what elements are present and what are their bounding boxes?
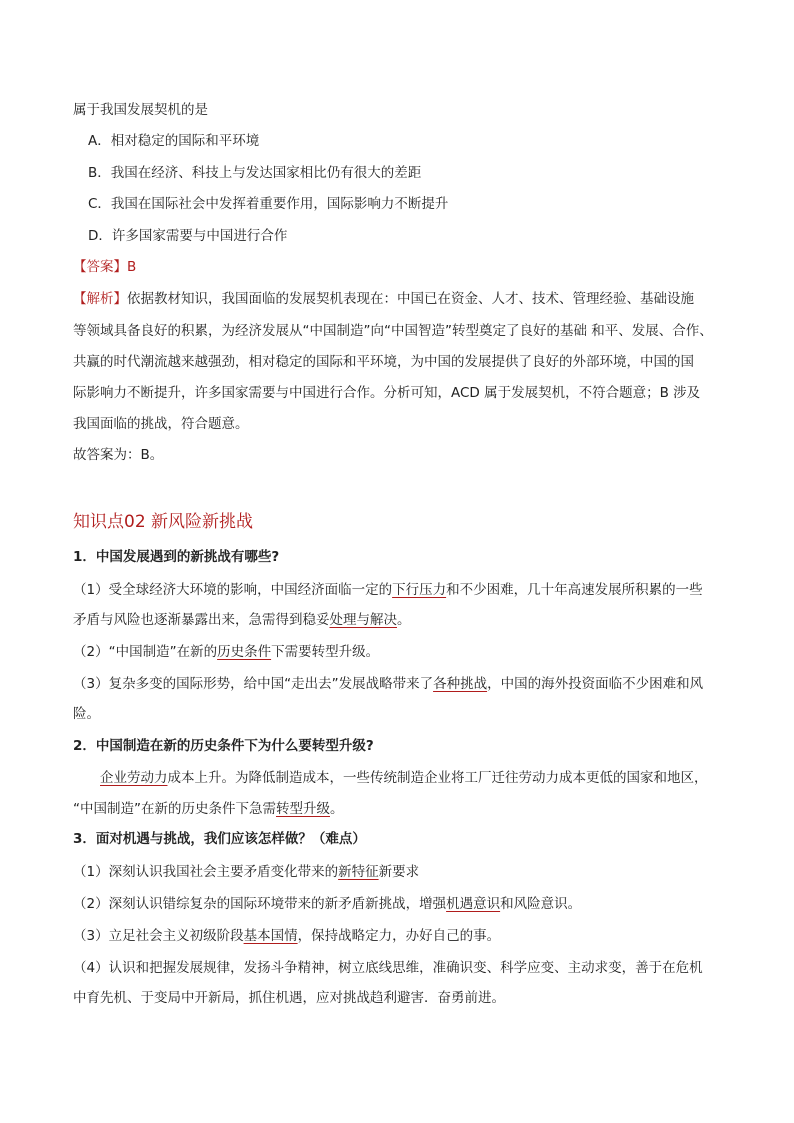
text: 和风险意识。 — [500, 896, 582, 912]
q3-p4-line2: 中育先机、于变局中开新局，抓住机遇，应对挑战趋利避害．奋勇前进。 — [73, 990, 505, 1006]
q2-line2 — [73, 799, 723, 819]
text: （3）复杂多变的国际形势，给中国“走出去”发展战略带来了 — [73, 676, 434, 692]
keyword-jiyu: 机遇意识 — [446, 896, 501, 912]
keyword-xiaxing: 下行压力 — [392, 582, 447, 598]
text: “中国制造”在新的历史条件下急需 — [73, 801, 276, 817]
q3-p1 — [73, 862, 723, 882]
option-b: B．我国在经济、科技上与发达国家相比仍有很大的差距 — [88, 165, 422, 181]
analysis-text: 依据教材知识，我国面临的发展契机表现在：中国已在资金、人才、技术、管理经验、基础设施 — [127, 291, 694, 307]
text: 矛盾与风险也逐渐暴露出来，急需得到稳妥 — [73, 612, 330, 628]
analysis-label: 【解析】 — [73, 291, 127, 307]
keyword-zhuanxing: 转型升级 — [276, 801, 330, 817]
keyword-tiaozhan: 各种挑战 — [433, 676, 488, 692]
text: 成本上升。为降低制造成本，一些传统制造企业将工厂迁往劳动力成本更低的国家和地区， — [167, 770, 708, 786]
q2-title: 2．中国制造在新的历史条件下为什么要转型升级? — [73, 738, 374, 754]
text: 下需要转型升级。 — [271, 644, 380, 660]
text: 。 — [397, 612, 411, 628]
q3-title: 3．面对机遇与挑战，我们应该怎样做？（难点） — [73, 831, 366, 847]
q2-line1 — [100, 768, 750, 788]
text: 和不少困难，几十年高速发展所积累的一些 — [446, 582, 703, 598]
q1-p3-line2: 险。 — [73, 706, 100, 722]
answer-value: B — [127, 259, 137, 275]
keyword-guoqing: 基本国情 — [243, 928, 298, 944]
text: （3）立足社会主义初级阶段 — [73, 928, 244, 944]
q3-p3 — [73, 926, 723, 946]
text: （1）受全球经济大环境的影响，中国经济面临一定的 — [73, 582, 393, 598]
option-d: D．许多国家需要与中国进行合作 — [88, 228, 288, 244]
conclusion: 故答案为：B。 — [73, 447, 164, 463]
q1-p3-line1 — [73, 674, 723, 694]
analysis-line-5: 我国面临的挑战，符合题意。 — [73, 416, 249, 432]
analysis-line-3: 共赢的时代潮流越来越强劲，相对稳定的国际和平环境，为中国的发展提供了良好的外部环境，中国的国 — [73, 354, 694, 370]
question-stem: 属于我国发展契机的是 — [73, 102, 208, 118]
text: ，保持战略定力，办好自己的事。 — [297, 928, 501, 944]
q3-p4-line1: （4）认识和把握发展规律，发扬斗争精神，树立底线思维，准确识变、科学应变、主动求变，善于在危机 — [73, 960, 703, 976]
text: （1）深刻认识我国社会主要矛盾变化带来的 — [73, 864, 339, 880]
q1-p1-line1 — [73, 580, 723, 600]
analysis-line-2: 等领域具备良好的积累，为经济发展从“中国制造”向“中国智造”转型奠定了良好的基础 和平、发展、合作、 — [73, 323, 713, 339]
answer-line — [73, 257, 723, 277]
section-title: 知识点02 新风险新挑战 — [73, 512, 254, 532]
analysis-line-4: 际影响力不断提升，许多国家需要与中国进行合作。分析可知，ACD 属于发展契机，不符合题意；B 涉及 — [73, 385, 701, 401]
keyword-laodongli: 企业劳动力 — [100, 770, 168, 786]
text: （2）“中国制造”在新的 — [73, 644, 218, 660]
option-c: C．我国在国际社会中发挥着重要作用，国际影响力不断提升 — [88, 196, 449, 212]
text: 新要求 — [378, 864, 420, 880]
analysis-line-1 — [73, 289, 723, 309]
text: （2）深刻认识错综复杂的国际环境带来的新矛盾新挑战，增强 — [73, 896, 447, 912]
option-a: A．相对稳定的国际和平环境 — [88, 133, 260, 149]
q1-title: 1．中国发展遇到的新挑战有哪些? — [73, 549, 280, 565]
text: ，中国的海外投资面临不少困难和风 — [487, 676, 704, 692]
q3-p2 — [73, 894, 723, 914]
q1-p1-line2 — [73, 610, 723, 630]
answer-label: 【答案】 — [73, 259, 127, 275]
keyword-xintezheng: 新特征 — [338, 864, 379, 880]
text: 。 — [330, 801, 344, 817]
q1-p2 — [73, 642, 723, 662]
keyword-lishi: 历史条件 — [217, 644, 272, 660]
keyword-chuli: 处理与解决 — [329, 612, 397, 628]
